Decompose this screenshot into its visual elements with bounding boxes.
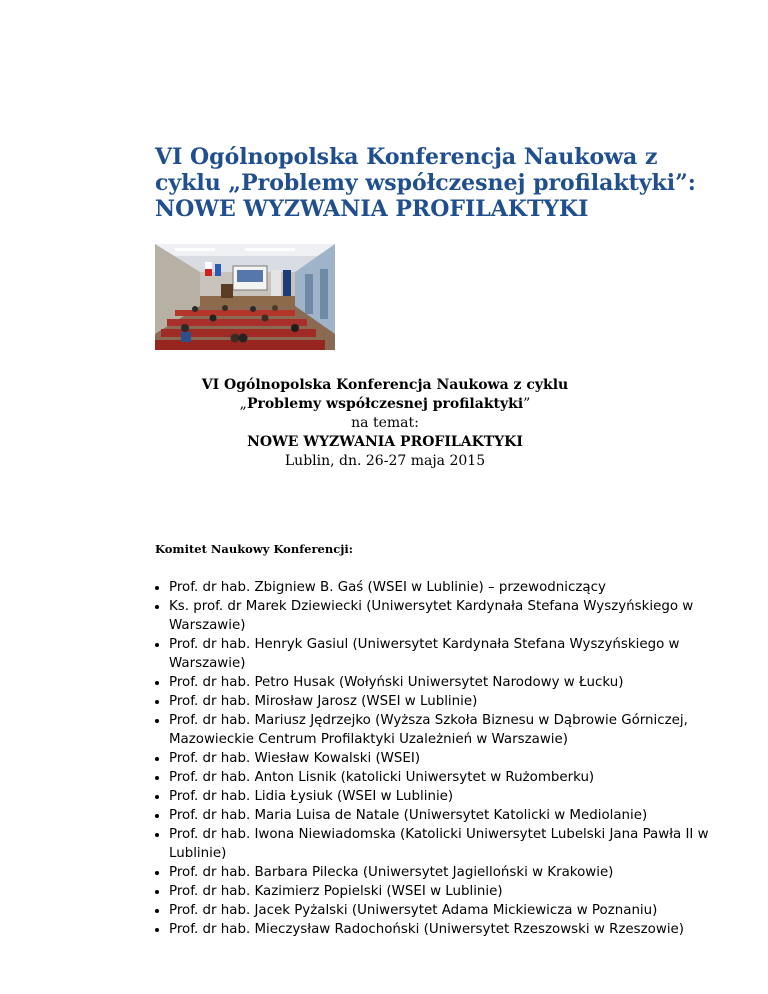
announcement-date-place: Lublin, dn. 26-27 maja 2015 [284,453,486,469]
close-quote: ” [523,396,531,412]
announcement-line-4: NOWE WYZWANIA PROFILAKTYKI [247,434,523,450]
title-line-2: cyklu „Problemy współczesnej profilaktyki”: [155,170,696,196]
announcement-cycle-name: Problemy współczesnej profilaktyki [246,396,524,412]
list-item: • Prof. dr hab. Kazimierz Popielski (WSEI w Lublinie) [169,882,729,901]
committee-member-list [155,578,729,939]
list-item: • Prof. dr hab. Maria Luisa de Natale (Uniwersytet Katolicki w Mediolanie) [169,806,729,825]
list-item: • Prof. dr hab. Barbara Pilecka (Uniwersytet Jagielloński w Krakowie) [169,863,729,882]
conference-announcement [155,376,615,471]
list-item: • Prof. dr hab. Anton Lisnik (katolicki Uniwersytet w Rużomberku) [169,768,729,787]
list-item: • Prof. dr hab. Lidia Łysiuk (WSEI w Lublinie) [169,787,729,806]
list-item: • Prof. dr hab. Wiesław Kowalski (WSEI) [169,749,729,768]
list-item: • Prof. dr hab. Petro Husak (Wołyński Uniwersytet Narodowy w Łucku) [169,673,729,692]
list-item: • Ks. prof. dr Marek Dziewiecki (Uniwersytet Kardynała Stefana Wyszyńskiego w Warszawie) [169,597,729,635]
list-item: • Prof. dr hab. Mirosław Jarosz (WSEI w Lublinie) [169,692,729,711]
list-item: • Prof. dr hab. Jacek Pyżalski (Uniwersytet Adama Mickiewicza w Poznaniu) [169,901,729,920]
title-line-1: VI Ogólnopolska Konferencja Naukowa z [155,144,658,170]
conference-photo [155,244,335,350]
list-item: • Prof. dr hab. Mariusz Jędrzejko (Wyższa Szkoła Biznesu w Dąbrowie Górniczej, Mazowieckie Centrum Profilaktyki Uzależnień w Warszawie) [169,711,729,749]
list-item: • Prof. dr hab. Mieczysław Radochoński (Uniwersytet Rzeszowski w Rzeszowie) [169,920,729,939]
list-item: • Prof. dr hab. Henryk Gasiul (Uniwersytet Kardynała Stefana Wyszyńskiego w Warszawie) [169,635,729,673]
announcement-line-3: na temat: [351,415,419,431]
list-item: • Prof. dr hab. Iwona Niewiadomska (Katolicki Uniwersytet Lubelski Jana Pawła II w Lublinie) [169,825,729,863]
list-item: • Prof. dr hab. Zbigniew B. Gaś (WSEI w Lublinie) – przewodniczący [169,578,729,597]
title-line-3: NOWE WYZWANIA PROFILAKTYKI [155,196,589,222]
page-title [155,144,715,222]
committee-heading: Komitet Naukowy Konferencji: [155,542,353,556]
open-quote: „ [239,396,247,412]
announcement-line-1: VI Ogólnopolska Konferencja Naukowa z cyklu [201,377,569,393]
announcement-line-2 [155,395,615,414]
